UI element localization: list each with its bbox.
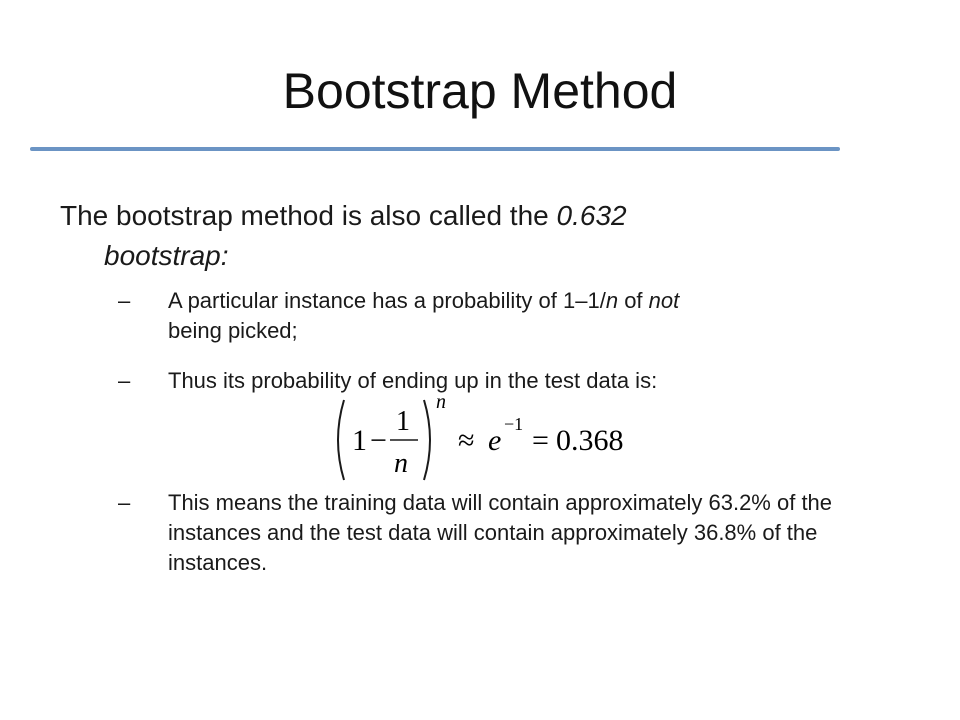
intro-text: The bootstrap method is also called the	[60, 200, 557, 231]
formula-numerator: 1	[396, 406, 410, 437]
bullet-italic-n: n	[605, 288, 619, 313]
left-paren	[338, 400, 344, 480]
bullet-dash: –	[118, 288, 131, 313]
intro-paragraph	[60, 196, 900, 276]
intro-italic-number: 0.632	[556, 200, 627, 231]
formula-denominator: n	[394, 448, 408, 479]
intro-italic-term: bootstrap:	[104, 240, 229, 271]
formula-e: e	[488, 424, 502, 457]
bullet-text-part: A particular instance has a probability of 1–1/	[168, 288, 606, 313]
bullet-text: This means the training data will contain approximately 63.2% of the instances and the test data will contain approximately 36.8% of the instances.	[168, 490, 833, 575]
formula-e-exponent: −1	[504, 414, 524, 434]
bullet-italic-not: not	[648, 288, 680, 313]
formula-approx: ≈	[458, 424, 475, 457]
probability-formula	[330, 392, 650, 488]
title-underline	[30, 147, 840, 151]
formula-exponent: n	[436, 392, 446, 413]
bullet-dash: –	[118, 368, 131, 393]
bullet-text-part: being picked;	[168, 318, 298, 343]
formula-equals: =	[532, 424, 549, 457]
bullet-text-part: of	[618, 288, 649, 313]
bullet-text: Thus its probability of ending up in the test data is:	[168, 368, 658, 393]
bullet-dash: –	[118, 490, 131, 515]
right-paren	[424, 400, 430, 480]
slide-title: Bootstrap Method	[282, 63, 678, 119]
formula-one: 1	[352, 424, 367, 457]
formula-result: 0.368	[556, 424, 624, 457]
bullet-text	[168, 286, 908, 346]
formula-minus: −	[370, 424, 387, 457]
